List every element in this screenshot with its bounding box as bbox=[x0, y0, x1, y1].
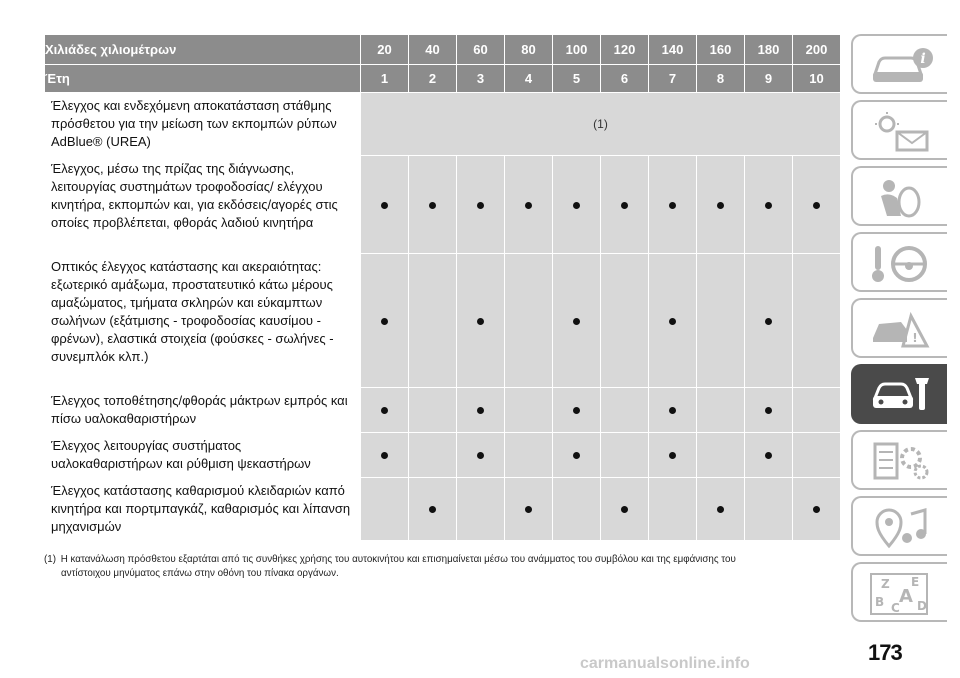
header-year-cell: 2 bbox=[409, 65, 457, 93]
table-row bbox=[45, 156, 841, 254]
schedule-cell bbox=[649, 478, 697, 541]
tab-technical-data[interactable] bbox=[851, 430, 947, 490]
footnote-line2: αντίστοιχου μηνύματος επάνω στην οθόνη του πίνακα οργάνων. bbox=[61, 568, 339, 579]
footnote bbox=[44, 553, 840, 581]
car-crash-icon bbox=[867, 308, 937, 352]
header-km-cell: 40 bbox=[409, 35, 457, 65]
warning-light-envelope-icon bbox=[867, 110, 937, 154]
check-dot bbox=[669, 452, 676, 459]
schedule-cell bbox=[361, 254, 409, 388]
header-year-cell: 7 bbox=[649, 65, 697, 93]
table-row bbox=[45, 93, 841, 156]
schedule-cell bbox=[649, 388, 697, 433]
tab-maintenance[interactable] bbox=[851, 364, 947, 424]
schedule-cell bbox=[361, 156, 409, 254]
schedule-cell bbox=[457, 433, 505, 478]
tab-safety[interactable] bbox=[851, 166, 947, 226]
schedule-cell bbox=[505, 254, 553, 388]
check-dot bbox=[717, 202, 724, 209]
schedule-cell bbox=[697, 156, 745, 254]
header-km-cell: 80 bbox=[505, 35, 553, 65]
check-dot bbox=[381, 202, 388, 209]
key-steering-wheel-icon bbox=[867, 242, 937, 286]
svg-text:D: D bbox=[917, 599, 927, 613]
svg-text:C: C bbox=[891, 601, 900, 615]
settings-list-gears-icon bbox=[867, 440, 937, 484]
row-description: Έλεγχος κατάστασης καθαρισμού κλειδαριών καπό κινητήρα και πορτμπαγκάζ, καθαρισμός και λίπανση μηχανισμών bbox=[45, 478, 361, 541]
check-dot bbox=[573, 407, 580, 414]
schedule-cell bbox=[361, 433, 409, 478]
schedule-cell bbox=[601, 254, 649, 388]
schedule-cell bbox=[409, 254, 457, 388]
tab-index[interactable] bbox=[851, 562, 947, 622]
schedule-cell bbox=[457, 156, 505, 254]
car-info-icon bbox=[867, 44, 937, 88]
schedule-cell bbox=[697, 433, 745, 478]
schedule-cell bbox=[649, 156, 697, 254]
check-dot bbox=[525, 506, 532, 513]
check-dot bbox=[717, 506, 724, 513]
header-km-cell: 20 bbox=[361, 35, 409, 65]
schedule-cell bbox=[505, 156, 553, 254]
header-km-cell: 100 bbox=[553, 35, 601, 65]
svg-text:A: A bbox=[899, 586, 913, 607]
check-dot bbox=[381, 452, 388, 459]
check-dot bbox=[669, 202, 676, 209]
svg-text:E: E bbox=[911, 575, 920, 589]
footnote-marker: (1) bbox=[44, 554, 56, 565]
header-km-cell: 180 bbox=[745, 35, 793, 65]
schedule-cell bbox=[793, 433, 841, 478]
check-dot bbox=[669, 318, 676, 325]
check-dot bbox=[429, 202, 436, 209]
check-dot bbox=[813, 202, 820, 209]
row-description: Έλεγχος, μέσω της πρίζας της διάγνωσης, λειτουργίας συστημάτων τροφοδοσίας/ ελέγχου κινητήρα, εκπομπών και, για εκδόσεις/αγορές στις οποίες προβλέπεται, φθοράς λαδιού κινητήρα bbox=[45, 156, 361, 254]
row-description: Έλεγχος τοποθέτησης/φθοράς μάκτρων εμπρός και πίσω υαλοκαθαριστήρων bbox=[45, 388, 361, 433]
schedule-cell bbox=[553, 388, 601, 433]
car-wrench-icon bbox=[867, 374, 937, 418]
check-dot bbox=[573, 452, 580, 459]
schedule-cell bbox=[649, 254, 697, 388]
schedule-cell bbox=[553, 156, 601, 254]
header-year-cell: 9 bbox=[745, 65, 793, 93]
tab-multimedia[interactable] bbox=[851, 496, 947, 556]
check-dot bbox=[525, 202, 532, 209]
schedule-cell bbox=[553, 478, 601, 541]
header-year-cell: 4 bbox=[505, 65, 553, 93]
row-description: Έλεγχος λειτουργίας συστήματος υαλοκαθαριστήρων και ρύθμιση ψεκαστήρων bbox=[45, 433, 361, 478]
schedule-cell bbox=[793, 478, 841, 541]
navigation-music-icon bbox=[867, 506, 937, 550]
header-km-cell: 60 bbox=[457, 35, 505, 65]
svg-text:!: ! bbox=[912, 331, 918, 345]
table-row bbox=[45, 478, 841, 541]
schedule-cell bbox=[409, 433, 457, 478]
schedule-cell bbox=[361, 478, 409, 541]
check-dot bbox=[573, 202, 580, 209]
header-km-cell: 120 bbox=[601, 35, 649, 65]
row-note: (1) bbox=[361, 93, 841, 156]
watermark: carmanualsonline.info bbox=[580, 655, 750, 672]
schedule-cell bbox=[601, 478, 649, 541]
schedule-cell bbox=[697, 254, 745, 388]
table-row bbox=[45, 433, 841, 478]
check-dot bbox=[669, 407, 676, 414]
schedule-cell bbox=[601, 433, 649, 478]
schedule-cell bbox=[697, 478, 745, 541]
header-years-label: Έτη bbox=[45, 65, 361, 93]
schedule-cell bbox=[361, 388, 409, 433]
header-years-row bbox=[45, 65, 841, 93]
check-dot bbox=[621, 202, 628, 209]
schedule-cell bbox=[745, 388, 793, 433]
tab-warning-lights[interactable] bbox=[851, 100, 947, 160]
schedule-cell bbox=[745, 156, 793, 254]
schedule-cell bbox=[553, 433, 601, 478]
check-dot bbox=[765, 407, 772, 414]
schedule-cell bbox=[457, 388, 505, 433]
schedule-cell bbox=[697, 388, 745, 433]
check-dot bbox=[813, 506, 820, 513]
page-number: 173 bbox=[868, 640, 902, 665]
row-description: Έλεγχος και ενδεχόμενη αποκατάσταση στάθμης πρόσθετου για την μείωση των εκπομπών ρύπων AdBlue® (UREA) bbox=[45, 93, 361, 156]
schedule-cell bbox=[793, 254, 841, 388]
schedule-cell bbox=[457, 478, 505, 541]
check-dot bbox=[765, 452, 772, 459]
check-dot bbox=[477, 452, 484, 459]
header-km-cell: 140 bbox=[649, 35, 697, 65]
schedule-cell bbox=[505, 388, 553, 433]
row-description: Οπτικός έλεγχος κατάστασης και ακεραιότητας: εξωτερικό αμάξωμα, προστατευτικό κάτω μέρους αμαξώματος, τμήματα σκληρών και εύκαμπτων σωλήνων (εξάτμισης - τροφοδοσίας καυσίμου - φρένων), ελαστικά στοιχεία (φούσκες - σωλήνες - συνεμπλόκ κλπ.) bbox=[45, 254, 361, 388]
schedule-cell bbox=[553, 254, 601, 388]
tab-car-info[interactable] bbox=[851, 34, 947, 94]
schedule-cell bbox=[793, 156, 841, 254]
section-tabs bbox=[851, 34, 953, 628]
tab-starting-driving[interactable] bbox=[851, 232, 947, 292]
schedule-cell bbox=[457, 254, 505, 388]
check-dot bbox=[765, 202, 772, 209]
header-km-row bbox=[45, 35, 841, 65]
header-km-label: Χιλιάδες χιλιομέτρων bbox=[45, 35, 361, 65]
check-dot bbox=[381, 407, 388, 414]
schedule-cell bbox=[505, 433, 553, 478]
schedule-cell bbox=[745, 433, 793, 478]
schedule-cell bbox=[601, 388, 649, 433]
table-row bbox=[45, 254, 841, 388]
schedule-cell bbox=[793, 388, 841, 433]
check-dot bbox=[477, 202, 484, 209]
check-dot bbox=[765, 318, 772, 325]
schedule-cell bbox=[649, 433, 697, 478]
schedule-cell bbox=[409, 388, 457, 433]
table-row bbox=[45, 388, 841, 433]
check-dot bbox=[477, 407, 484, 414]
footnote-line1: Η κατανάλωση πρόσθετου εξαρτάται από τις συνθήκες χρήσης του αυτοκινήτου και επισημαίνεται μέσω του ανάμματος του συμβόλου και της εμφάνισης του bbox=[60, 554, 736, 565]
header-year-cell: 5 bbox=[553, 65, 601, 93]
header-km-cell: 200 bbox=[793, 35, 841, 65]
header-year-cell: 6 bbox=[601, 65, 649, 93]
check-dot bbox=[573, 318, 580, 325]
tab-emergency[interactable] bbox=[851, 298, 947, 358]
schedule-cell bbox=[601, 156, 649, 254]
schedule-cell bbox=[409, 478, 457, 541]
svg-text:Z: Z bbox=[881, 577, 890, 591]
airbag-person-icon bbox=[867, 176, 937, 220]
header-year-cell: 10 bbox=[793, 65, 841, 93]
maintenance-schedule-table bbox=[44, 34, 841, 541]
header-year-cell: 8 bbox=[697, 65, 745, 93]
header-km-cell: 160 bbox=[697, 35, 745, 65]
svg-text:B: B bbox=[875, 595, 885, 609]
header-year-cell: 1 bbox=[361, 65, 409, 93]
check-dot bbox=[621, 506, 628, 513]
svg-text:i: i bbox=[920, 51, 926, 67]
check-dot bbox=[429, 506, 436, 513]
alphabet-index-icon bbox=[867, 572, 937, 616]
check-dot bbox=[477, 318, 484, 325]
schedule-cell bbox=[745, 478, 793, 541]
schedule-cell bbox=[409, 156, 457, 254]
schedule-cell bbox=[505, 478, 553, 541]
header-year-cell: 3 bbox=[457, 65, 505, 93]
check-dot bbox=[381, 318, 388, 325]
schedule-cell bbox=[745, 254, 793, 388]
